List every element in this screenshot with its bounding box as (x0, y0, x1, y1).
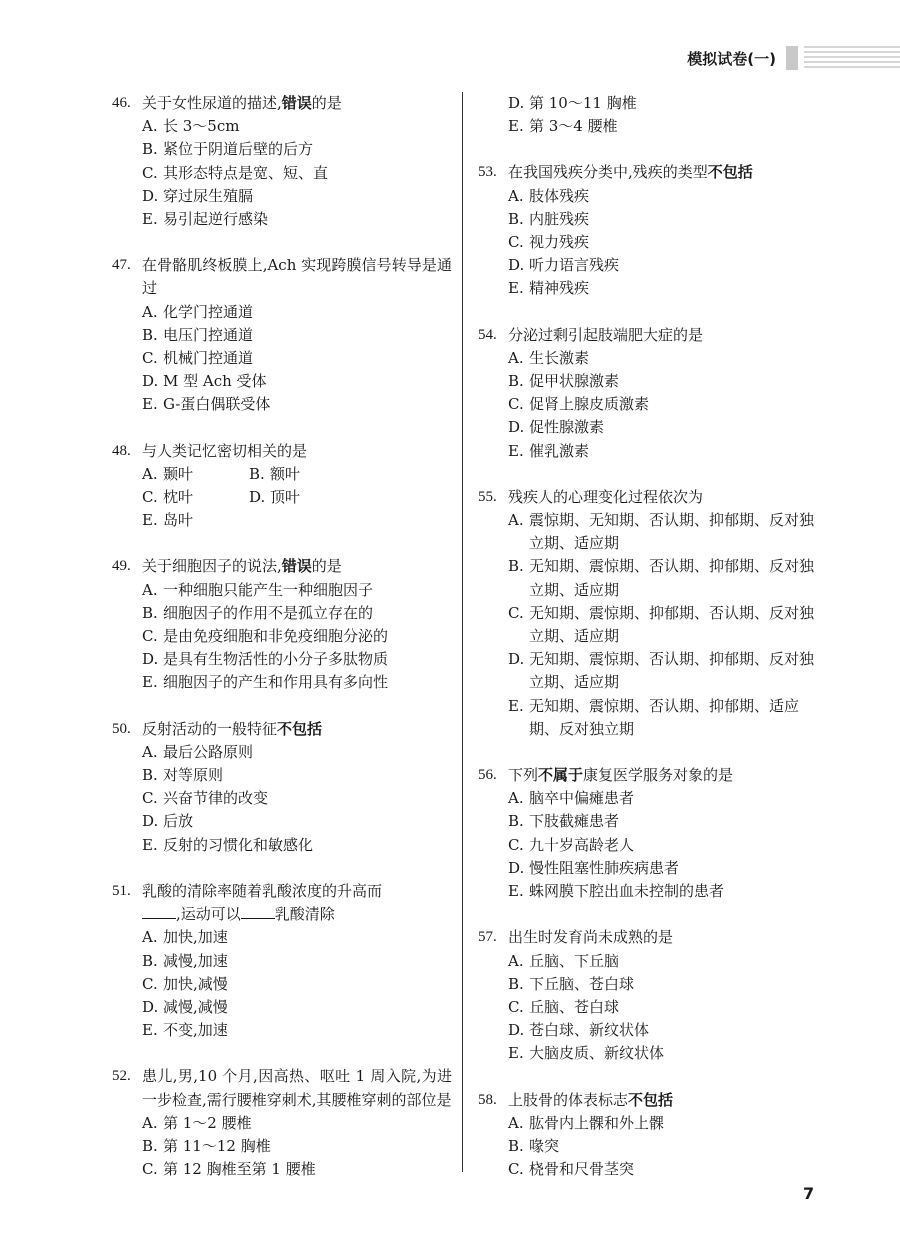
header-decoration-lines (804, 46, 900, 70)
question-54 (478, 324, 818, 463)
option-d: D. 促性腺激素 (508, 418, 605, 437)
question-stem (478, 486, 818, 509)
option-e: E. 细胞因子的产生和作用具有多向性 (142, 673, 389, 692)
stem-text: 康复医学服务对象的是 (583, 766, 734, 785)
option-b: B. 电压门控通道 (142, 325, 254, 344)
page-number: 7 (803, 1184, 815, 1203)
option-e: E. 岛叶 (142, 511, 194, 530)
running-header (580, 44, 900, 72)
stem-text: 在骨骼肌终板膜上,Ach 实现跨膜信号转导是通过 (142, 256, 452, 298)
option-e: E. 易引起逆行感染 (142, 210, 269, 229)
option-c: C. 促肾上腺皮质激素 (508, 395, 650, 414)
option-d: D. 穿过尿生殖膈 (142, 186, 254, 205)
option-a: A. 第 1～2 腰椎 (142, 1113, 252, 1132)
option-a: A. 震惊期、无知期、否认期、抑郁期、反对独立期、适应期 (508, 511, 815, 553)
option-a: A. 脑卒中偏瘫患者 (508, 789, 635, 808)
option-e: E. 蛛网膜下腔出血未控制的患者 (508, 882, 725, 901)
option-d: D. 第 10～11 胸椎 (508, 94, 637, 112)
stem-text: 关于女性尿道的描述, (142, 94, 282, 112)
stem-text: 的是 (311, 557, 342, 576)
option-c: C. 九十岁高龄老人 (508, 835, 635, 854)
question-number: 57. (478, 929, 497, 946)
stem-text: 乳酸清除 (274, 905, 335, 924)
option-d: D. 听力语言残疾 (508, 256, 620, 275)
option-a: A. 丘脑、下丘脑 (508, 951, 620, 970)
stem-emphasis: 错误 (281, 94, 312, 112)
option-b: B. 无知期、震惊期、否认期、抑郁期、反对独立期、适应期 (508, 557, 815, 599)
question-number: 55. (478, 488, 497, 505)
stem-text: 下列 (508, 766, 539, 785)
option-b: B. 额叶 (249, 464, 301, 483)
option-list (478, 92, 818, 138)
question-49 (112, 555, 452, 694)
question-52-continued (478, 92, 818, 138)
option-b: B. 喙突 (508, 1136, 560, 1155)
stem-emphasis: 不包括 (628, 1090, 674, 1109)
option-a: A. 生长激素 (508, 348, 590, 367)
header-title: 模拟试卷(一) (687, 49, 776, 68)
question-number: 54. (478, 326, 497, 343)
option-d: D. 无知期、震惊期、否认期、抑郁期、反对独立期、适应期 (508, 650, 815, 692)
stem-text: 患儿,男,10 个月,因高热、呕吐 1 周入院,为进一步检查,需行腰椎穿刺术,其腰椎穿刺的部位是 (142, 1067, 452, 1109)
stem-emphasis: 错误 (281, 557, 312, 576)
question-number: 53. (478, 164, 497, 181)
option-d: D. 慢性阻塞性肺疾病患者 (508, 858, 680, 877)
option-list (478, 185, 818, 301)
column-divider (462, 92, 463, 1172)
option-c: C. 机械门控通道 (142, 349, 254, 368)
question-stem (112, 718, 452, 741)
question-number: 51. (112, 882, 131, 899)
option-e: E. 精神残疾 (508, 279, 590, 298)
question-stem (478, 926, 818, 949)
option-b: B. 细胞因子的作用不是孤立存在的 (142, 603, 374, 622)
question-number: 52. (112, 1068, 131, 1085)
stem-text: ,运动可以 (176, 905, 241, 924)
option-a: A. 最后公路原则 (142, 742, 254, 761)
stem-text: 残疾人的心理变化过程依次为 (508, 487, 704, 506)
stem-text: 乳酸的清除率随着乳酸浓度的升高而 (142, 881, 383, 900)
question-47 (112, 254, 452, 416)
option-list (478, 1112, 818, 1182)
question-50 (112, 718, 452, 857)
stem-text: 反射活动的一般特征 (142, 719, 278, 738)
question-57 (478, 926, 818, 1065)
question-stem (112, 555, 452, 578)
option-c: C. 其形态特点是宽、短、直 (142, 163, 329, 182)
option-list (112, 301, 452, 417)
question-stem (112, 440, 452, 463)
question-stem (478, 161, 818, 184)
option-e: E. 无知期、震惊期、否认期、抑郁期、适应期、反对独立期 (508, 696, 800, 738)
option-c: C. 是由免疫细胞和非免疫细胞分泌的 (142, 627, 389, 646)
option-list (112, 741, 452, 857)
option-a: A. 加快,加速 (142, 928, 228, 947)
question-number: 49. (112, 558, 131, 575)
option-e: E. G-蛋白偶联受体 (142, 395, 271, 414)
stem-text: 在我国残疾分类中,残疾的类型 (508, 163, 708, 182)
question-55 (478, 486, 818, 741)
option-list (478, 347, 818, 463)
stem-text: 分泌过剩引起肢端肥大症的是 (508, 325, 704, 344)
fill-in-blank (241, 904, 275, 919)
option-b: B. 第 11～12 胸椎 (142, 1136, 271, 1155)
left-column (112, 92, 452, 1204)
option-c: C. 加快,减慢 (142, 974, 228, 993)
option-list (112, 115, 452, 231)
option-c: C. 第 12 胸椎至第 1 腰椎 (142, 1160, 316, 1179)
option-c: C. 桡骨和尺骨茎突 (508, 1160, 635, 1179)
option-b: B. 下肢截瘫患者 (508, 812, 620, 831)
option-e: E. 大脑皮质、新纹状体 (508, 1044, 665, 1063)
option-b: B. 紧位于阴道后壁的后方 (142, 140, 314, 159)
question-number: 47. (112, 257, 131, 274)
option-e: E. 催乳激素 (508, 441, 590, 460)
option-d: D. M 型 Ach 受体 (142, 372, 267, 391)
option-a: A. 长 3～5cm (142, 117, 240, 136)
question-stem (112, 1065, 452, 1111)
option-list (112, 463, 452, 533)
stem-emphasis: 不包括 (707, 163, 753, 182)
stem-text: 与人类记忆密切相关的是 (142, 441, 308, 460)
question-number: 58. (478, 1091, 497, 1108)
option-c: C. 视力残疾 (508, 233, 590, 252)
option-list (478, 950, 818, 1066)
question-number: 56. (478, 767, 497, 784)
option-c: C. 无知期、震惊期、抑郁期、否认期、反对独立期、适应期 (508, 603, 815, 646)
option-a: A. 颞叶 (142, 464, 194, 483)
option-list (478, 787, 818, 903)
question-52 (112, 1065, 452, 1181)
stem-text: 的是 (311, 94, 342, 112)
question-46 (112, 92, 452, 231)
question-stem (478, 764, 818, 787)
question-53 (478, 161, 818, 300)
option-a: A. 化学门控通道 (142, 302, 254, 321)
header-decoration-block (786, 46, 798, 70)
question-number: 48. (112, 442, 131, 459)
option-b: B. 下丘脑、苍白球 (508, 974, 635, 993)
question-56 (478, 764, 818, 903)
stem-text: 上肢骨的体表标志 (508, 1090, 629, 1109)
option-c: C. 丘脑、苍白球 (508, 997, 620, 1016)
question-stem (112, 92, 452, 115)
option-b: B. 减慢,加速 (142, 951, 228, 970)
question-51 (112, 880, 452, 1042)
question-number: 50. (112, 720, 131, 737)
question-stem (478, 324, 818, 347)
question-stem (478, 1089, 818, 1112)
option-b: B. 促甲状腺激素 (508, 372, 620, 391)
question-number: 46. (112, 95, 131, 111)
option-d: D. 是具有生物活性的小分子多肽物质 (142, 650, 389, 669)
option-list (478, 509, 818, 741)
option-d: D. 减慢,减慢 (142, 997, 228, 1016)
option-a: A. 肱骨内上髁和外上髁 (508, 1113, 665, 1132)
question-48 (112, 440, 452, 533)
option-d: D. 苍白球、新纹状体 (508, 1021, 650, 1040)
option-b: B. 内脏残疾 (508, 209, 590, 228)
question-58 (478, 1089, 818, 1182)
option-list (112, 926, 452, 1042)
option-d: D. 顶叶 (249, 488, 301, 507)
option-b: B. 对等原则 (142, 766, 224, 785)
option-a: A. 一种细胞只能产生一种细胞因子 (142, 580, 374, 599)
option-d: D. 后放 (142, 812, 194, 831)
option-e: E. 不变,加速 (142, 1021, 228, 1040)
option-list (112, 1112, 452, 1182)
option-e: E. 第 3～4 腰椎 (508, 117, 618, 136)
stem-emphasis: 不属于 (538, 766, 584, 785)
stem-emphasis: 不包括 (277, 719, 323, 738)
stem-text: 出生时发育尚未成熟的是 (508, 928, 674, 947)
option-e: E. 反射的习惯化和敏感化 (142, 835, 314, 854)
option-a: A. 肢体残疾 (508, 186, 590, 205)
right-column (478, 92, 818, 1204)
option-c: C. 枕叶 (142, 488, 194, 507)
question-stem (112, 254, 452, 300)
stem-text: 关于细胞因子的说法, (142, 557, 282, 576)
question-stem (112, 880, 452, 926)
option-list (112, 579, 452, 695)
fill-in-blank (142, 904, 176, 919)
option-c: C. 兴奋节律的改变 (142, 789, 269, 808)
